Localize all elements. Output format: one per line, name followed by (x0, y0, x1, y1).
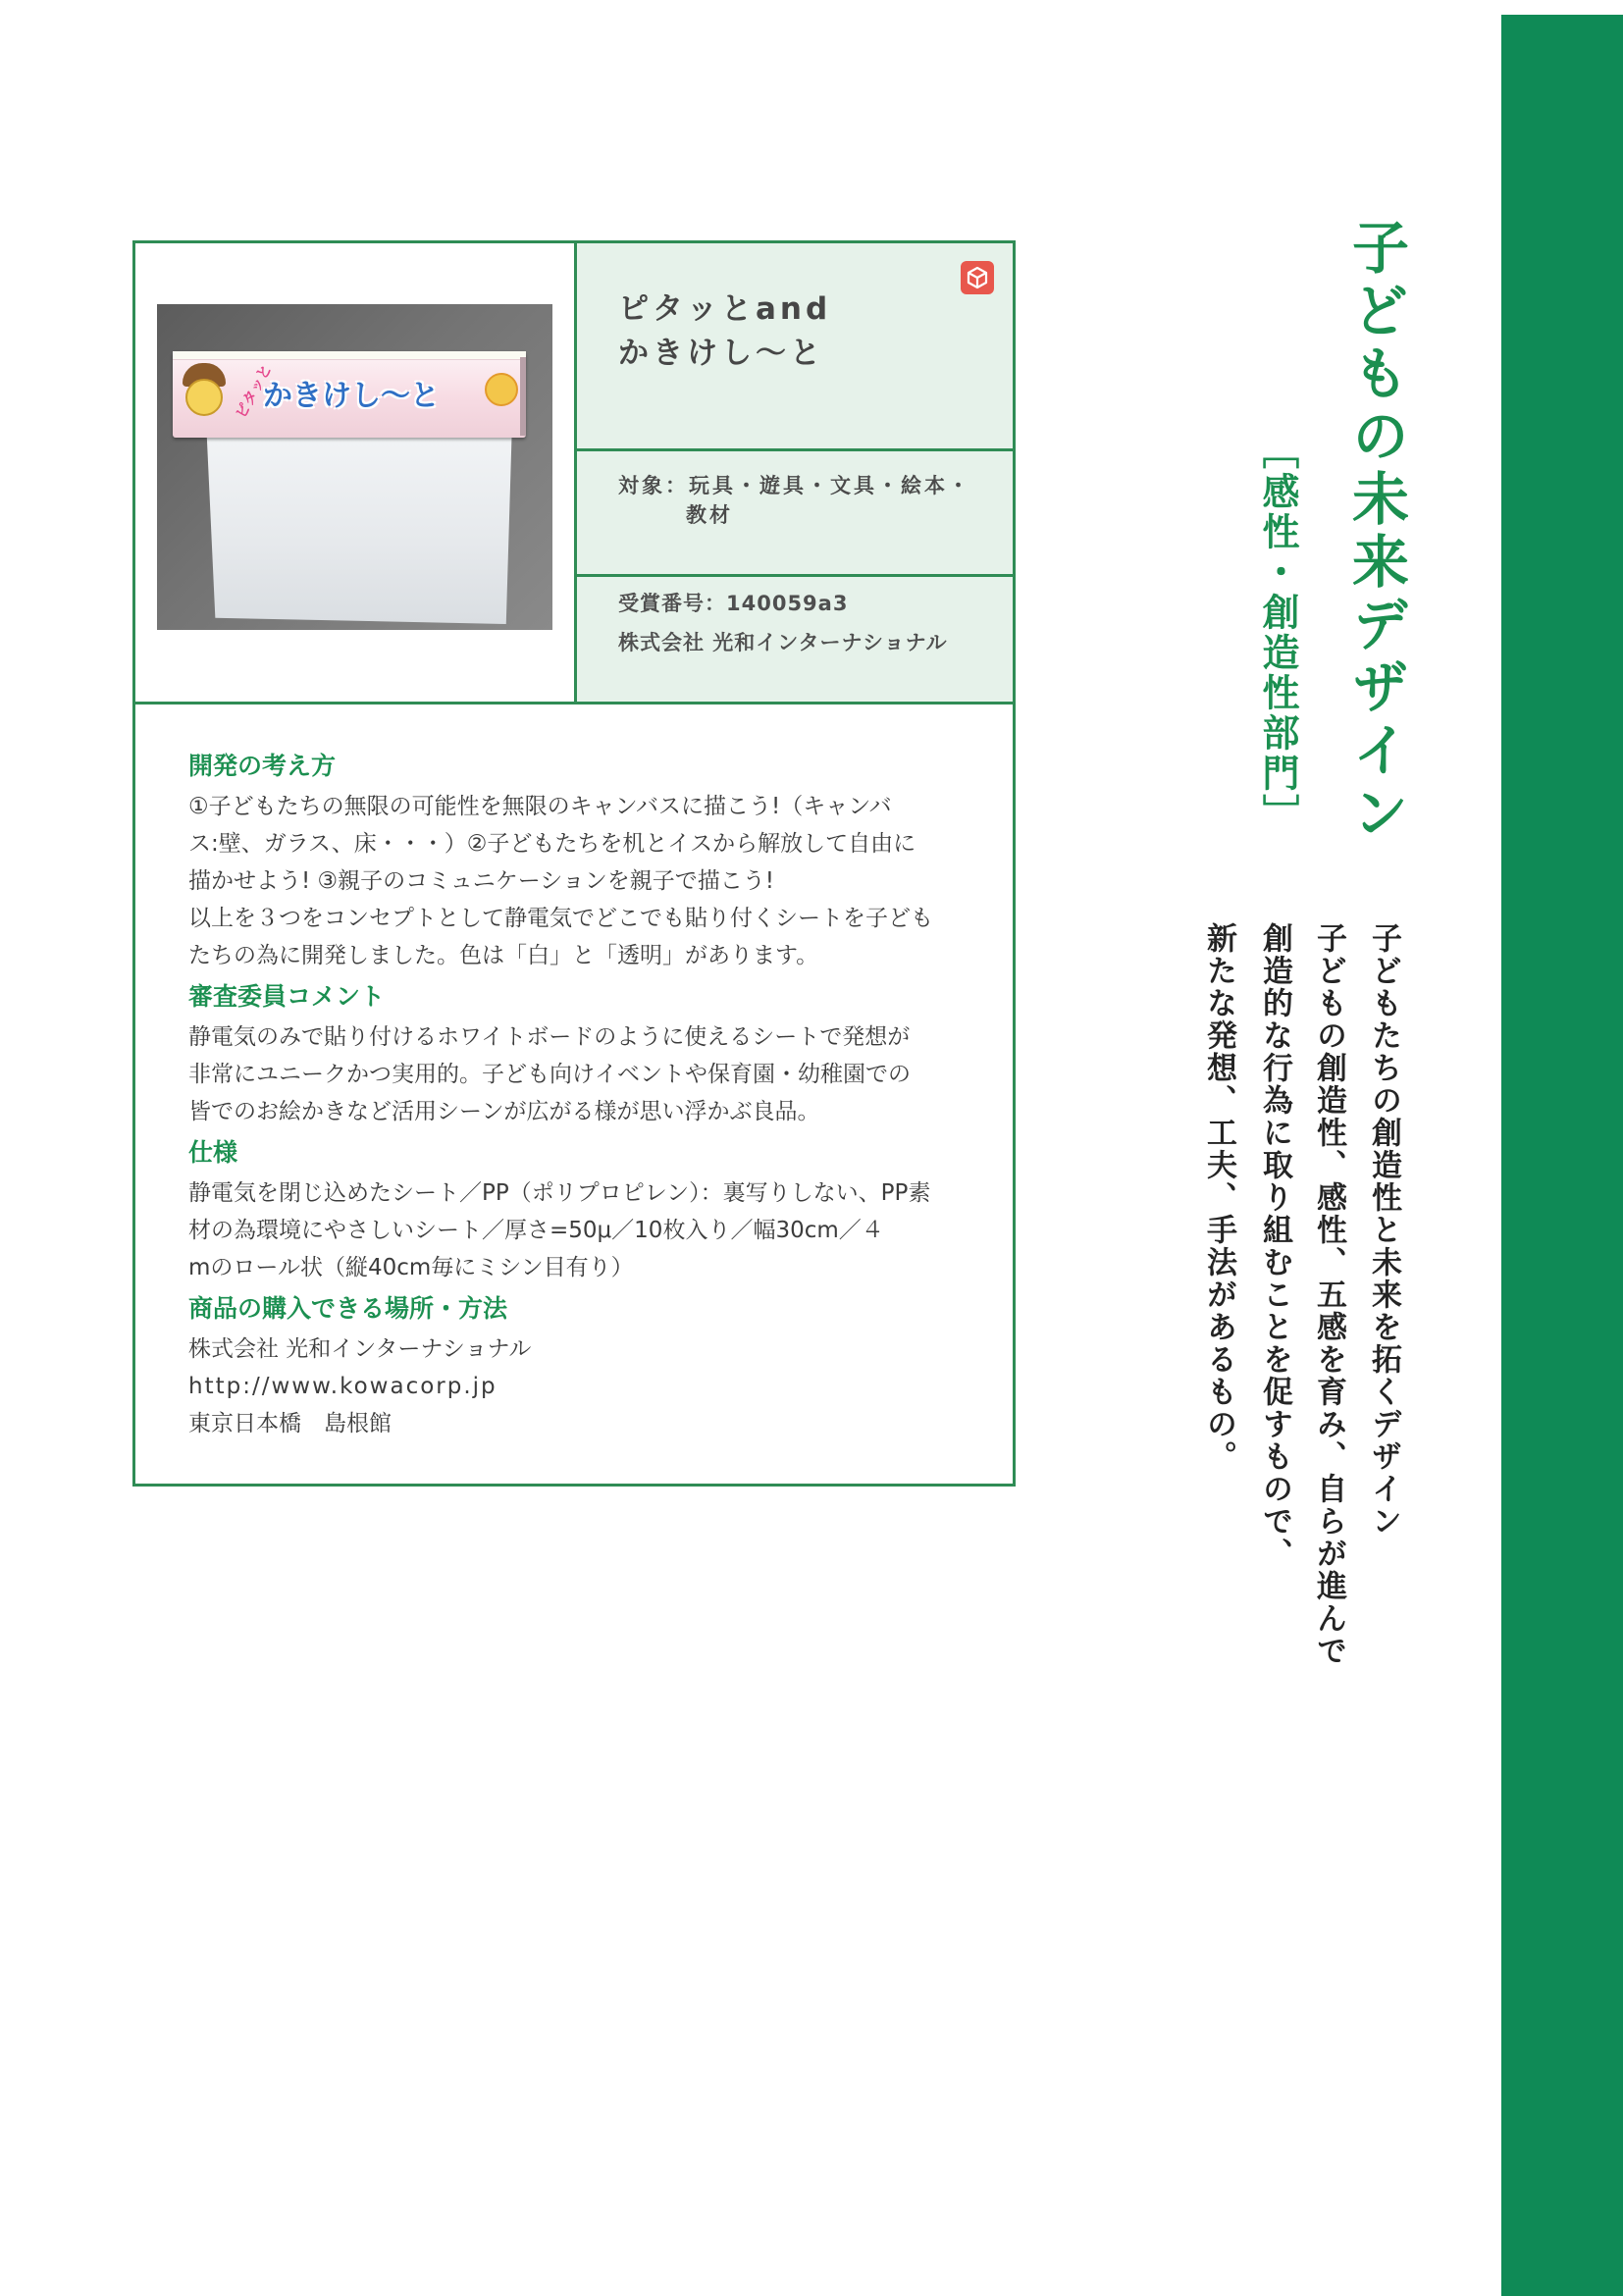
product-photo (157, 304, 552, 630)
sidebar-description-line: 創造的な行為に取り組むことを促すもので、 (1257, 922, 1292, 1570)
sidebar-category: ［感性・創造性部門］ (1256, 432, 1299, 834)
sidebar-description-line: 子どもの創造性、感性、五感を育み、自らが進んで (1311, 922, 1346, 1667)
sidebar-description-line: 新たな発想、工夫、手法があるもの。 (1201, 922, 1236, 1473)
mascot-illustration (185, 379, 223, 416)
product-info-panel (577, 243, 1013, 702)
section-line: mのロール状（縦40cm毎にミシン目有り） (188, 1255, 634, 1280)
section-line: 以上を３つをコンセプトとして静電気でどこでも貼り付くシートを子ども (188, 906, 933, 931)
section-development-concept (188, 744, 1003, 974)
package-illustration (173, 351, 526, 438)
target-line: 教材 (686, 503, 733, 527)
award-cell (577, 574, 1013, 702)
section-line: ①子どもたちの無限の可能性を無限のキャンバスに描こう!（キャンバ (188, 794, 892, 819)
section-heading: 商品の購入できる場所・方法 (188, 1294, 508, 1323)
cube-icon (961, 261, 994, 294)
product-name-cell (577, 243, 1013, 448)
package-badge (485, 373, 518, 406)
section-line: 東京日本橋 島根館 (188, 1411, 392, 1436)
section-line: 非常にユニークかつ実用的。子ども向けイベントや保育園・幼稚園での (188, 1062, 911, 1087)
section-heading: 審査委員コメント (188, 982, 386, 1011)
sidebar-title: 子どもの未来デザイン (1342, 218, 1409, 846)
section-line: 静電気を閉じ込めたシート／PP（ポリプロピレン）：裏写りしない、PP素 (188, 1180, 931, 1206)
product-name (618, 287, 831, 376)
product-name-line: かきけし～と (618, 336, 824, 371)
package-end-cap (520, 357, 526, 436)
section-line: たちの為に開発しました。色は「白」と「透明」があります。 (188, 943, 819, 968)
sheet-illustration (206, 420, 512, 624)
package-top-strip (173, 351, 526, 360)
section-line: 静電気のみで貼り付けるホワイトボードのように使えるシートで発想が (188, 1024, 911, 1050)
entry-details (188, 744, 1003, 1442)
section-line: 描かせよう! ③親子のコミュニケーションを親子で描こう! (188, 868, 774, 894)
section-line: 皆でのお絵かきなど活用シーンが広がる様が思い浮かぶ良品。 (188, 1099, 820, 1124)
section-line: ス:壁、ガラス、床・・・）②子どもたちを机とイスから解放して自由に (188, 831, 916, 857)
website-url: http://www.kowacorp.jp (188, 1374, 497, 1399)
company-name: 株式会社 光和インターナショナル (618, 631, 948, 654)
section-line: 株式会社 光和インターナショナル (188, 1336, 532, 1362)
target-cell (577, 448, 1013, 574)
product-name-line: ピタッとand (618, 291, 832, 327)
award-number: 受賞番号：140059a3 (618, 592, 849, 615)
card-header (135, 243, 1013, 704)
target-line: 対象：玩具・遊具・文具・絵本・ (618, 474, 971, 497)
side-color-bar (1501, 15, 1623, 2296)
package-logo-text: ピタッと (232, 361, 276, 422)
award-entry-card (132, 240, 1016, 1487)
section-jury-comment (188, 974, 1003, 1130)
section-heading: 開発の考え方 (188, 752, 337, 780)
section-heading: 仕様 (188, 1138, 238, 1167)
section-where-to-buy (188, 1286, 1003, 1442)
package-title-text: かきけし～と (263, 379, 440, 413)
section-specifications (188, 1130, 1003, 1286)
sidebar-description-line: 子どもたちの創造性と未来を拓くデザイン (1366, 922, 1401, 1538)
photo-cell (135, 243, 577, 702)
section-line: 材の為環境にやさしいシート／厚さ=50μ／10枚入り／幅30cm／４ (188, 1218, 884, 1243)
